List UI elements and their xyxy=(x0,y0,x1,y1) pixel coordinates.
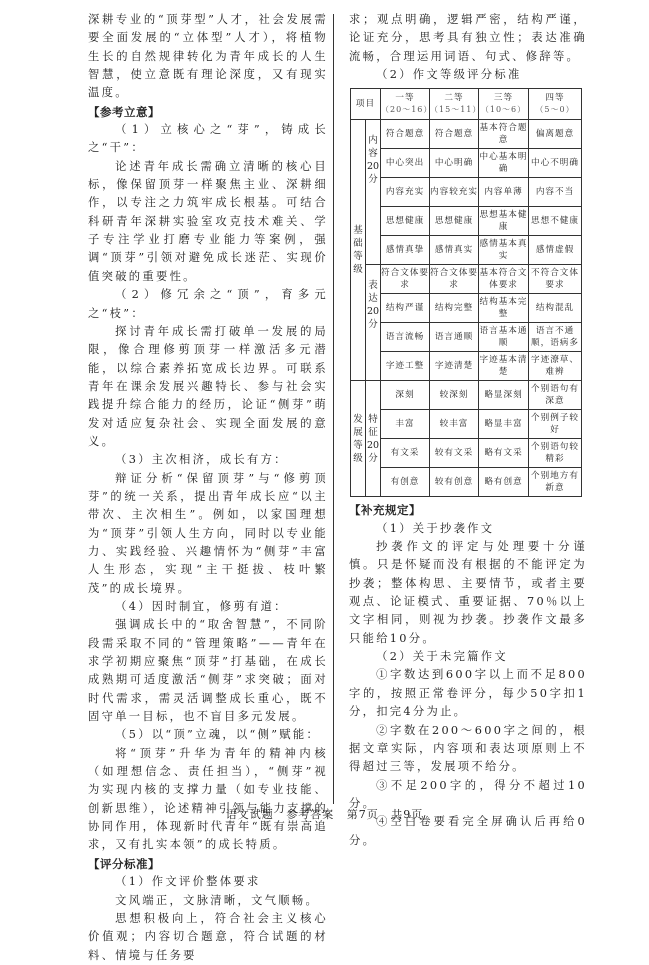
table-cell: 深刻 xyxy=(381,381,430,410)
paragraph: ①字数达到600字以上而不足800字的，按照正常卷评分，每少50字扣1分，扣完4分为止。 xyxy=(349,668,587,719)
table-cell: 结构基本完整 xyxy=(479,294,529,323)
table-cell: 结构混乱 xyxy=(529,294,582,323)
item-title: （4）因时制宜，修剪有道： xyxy=(115,600,288,613)
table-cell: 思想不健康 xyxy=(529,207,582,236)
grade-label: 三等 xyxy=(493,93,514,104)
table-row xyxy=(351,178,582,207)
section-heading-reference: 【参考立意】 xyxy=(88,104,160,119)
table-cell: 感情基本真实 xyxy=(479,236,529,265)
grade-range: （20～16） xyxy=(381,105,433,115)
column-divider xyxy=(333,14,334,804)
table-cell: 感情真挚 xyxy=(381,236,430,265)
table-cell: 语言流畅 xyxy=(381,323,430,352)
table-cell: 基本符合文体要求 xyxy=(479,265,529,294)
table-cell: 字迹清楚 xyxy=(430,352,479,381)
level-label: 基础等级 xyxy=(351,120,366,381)
item-title: （3）主次相济，成长有方： xyxy=(115,453,288,467)
grade-range: （15～11） xyxy=(430,105,482,115)
section-heading-supplement: 【补充规定】 xyxy=(349,503,421,518)
table-cell: 个别语句较精彩 xyxy=(529,439,582,468)
table-cell: 较有文采 xyxy=(430,439,479,468)
table-title: （2）作文等级评分标准 xyxy=(376,68,522,82)
grade-label: 一等 xyxy=(395,93,415,104)
table-cell: 符合题意 xyxy=(381,120,430,149)
level-label: 发展等级 xyxy=(351,381,366,497)
table-header-row xyxy=(351,89,582,120)
paragraph: 强调成长中的“取舍智慧”，不同阶段需采取不同的“管理策略”——青年在求学初期应聚焦“顶芽”打基础，在成长成熟期可适度激活“侧芽”求突破；面对时代需求，需灵活调整成长重心，既不固守单一目标，也不盲目多元发展。 xyxy=(88,618,328,724)
header-item: 项目 xyxy=(351,89,381,120)
table-row xyxy=(351,323,582,352)
table-cell: 感情真实 xyxy=(430,236,479,265)
table-cell: 中心突出 xyxy=(381,149,430,178)
item-title: （2）关于未完篇作文 xyxy=(376,650,508,664)
table-cell: 个别地方有新意 xyxy=(529,468,582,497)
section-label: 表达20分 xyxy=(366,265,381,381)
section-heading-scoring: 【评分标准】 xyxy=(88,856,160,871)
paragraph: ②字数在200～600字之间的，根据文章实际，内容项和表达项原则上不得超过三等，发展项不给分。 xyxy=(349,723,587,774)
table-row xyxy=(351,120,582,149)
item-title: （1）关于抄袭作文 xyxy=(376,521,495,535)
table-cell: 符合文体要求 xyxy=(430,265,479,294)
table-cell: 个别例子较好 xyxy=(529,410,582,439)
table-cell: 思想健康 xyxy=(381,207,430,236)
table-cell: 略显丰富 xyxy=(479,410,529,439)
table-cell: 偏离题意 xyxy=(529,120,582,149)
table-cell: 基本符合题意 xyxy=(479,120,529,149)
right-column xyxy=(349,11,587,850)
table-cell: 感情虚假 xyxy=(529,236,582,265)
item-title: （1）立核心之“芽”，铸成长之“干”： xyxy=(88,123,328,155)
table-cell: 丰富 xyxy=(381,410,430,439)
header-grade xyxy=(529,89,582,120)
table-cell: 字迹基本清楚 xyxy=(479,352,529,381)
table-row xyxy=(351,439,582,468)
table-cell: 较有创意 xyxy=(430,468,479,497)
table-row xyxy=(351,410,582,439)
header-grade xyxy=(381,89,433,120)
table-cell: 思想健康 xyxy=(430,207,479,236)
table-row xyxy=(351,381,582,410)
table-cell: 语言基本通顺 xyxy=(479,323,529,352)
table-cell: 结构严谨 xyxy=(381,294,430,323)
grade-range: （10～6） xyxy=(480,105,527,115)
table-cell: 语言不通顺，语病多 xyxy=(529,323,582,352)
grade-label: 四等 xyxy=(545,93,565,104)
table-cell: 略显深刻 xyxy=(479,381,529,410)
table-cell: 字迹潦草、难辨 xyxy=(529,352,582,381)
table-cell: 内容充实 xyxy=(381,178,430,207)
table-cell: 略有文采 xyxy=(479,439,529,468)
header-grade xyxy=(430,89,482,120)
table-row xyxy=(351,236,582,265)
paragraph: 辩证分析“保留顶芽”与“修剪顶芽”的统一关系，提出青年成长应“以主带次、主次相生”。例如，以家国理想为“顶芽”引领人生方向，同时以专业能力、实践经验、兴趣情怀为“侧芽”丰富人生形态，实现“主干挺拔、枝叶繁茂”的成长境界。 xyxy=(88,471,328,595)
section-label: 内容20分 xyxy=(366,120,381,265)
table-row xyxy=(351,265,582,294)
table-cell: 内容较充实 xyxy=(430,178,479,207)
paragraph: 求；观点明确，逻辑严密，结构严谨，论证充分，思考具有独立性；表达准确流畅，合理运用词语、句式、修辞等。 xyxy=(349,13,587,63)
intro-paragraph: 深耕专业的“顶芽型”人才，社会发展需要全面发展的“立体型”人才），将植物生长的自然规律转化为青年成长的人生智慧，使立意既有理论深度，又有现实温度。 xyxy=(88,13,328,100)
item-title: （2）修冗余之“顶”，育多元之“枝”： xyxy=(88,288,328,320)
item-title: （1）作文评价整体要求 xyxy=(115,875,261,889)
table-row xyxy=(351,207,582,236)
paragraph: 抄袭作文的评定与处理要十分谨慎。只是怀疑而没有根据的不能评定为抄袭；整体构思、主要情节，或者主要观点、论证模式、重要证据、70％以上文字相同，则视为抄袭。抄袭作文最多只能给10分。 xyxy=(349,540,587,645)
table-cell: 较深刻 xyxy=(430,381,479,410)
table-row xyxy=(351,149,582,178)
table-cell: 内容单薄 xyxy=(479,178,529,207)
paragraph: 论述青年成长需确立清晰的核心目标，像保留顶芽一样聚焦主业、深耕细作，以专注之力筑牢成长根基。可结合科研青年深耕实验室攻克技术难关、学子专注学业打磨专业能力等案例，强调“顶芽”引领对避免成长迷茫、实现价值突破的重要性。 xyxy=(88,159,328,283)
table-cell: 有创意 xyxy=(381,468,430,497)
table-cell: 语言通顺 xyxy=(430,323,479,352)
item-title: （5）以“顶”立魂，以“侧”赋能： xyxy=(115,728,321,742)
page-footer: 语文试题 参考答案 第7页 共9页 xyxy=(225,808,424,821)
table-cell: 较丰富 xyxy=(430,410,479,439)
paragraph: ③不足200字的，得分不超过10分。 xyxy=(349,778,587,810)
paragraph: ④空白卷要看完全屏确认后再给0分。 xyxy=(349,815,587,847)
grade-label: 二等 xyxy=(444,93,464,104)
paragraph: 文风端正，文脉清晰，文气顺畅。 xyxy=(115,893,320,907)
table-cell: 字迹工整 xyxy=(381,352,430,381)
table-cell: 中心明确 xyxy=(430,149,479,178)
paragraph: 探讨青年成长需打破单一发展的局限，像合理修剪顶芽一样激活多元潜能，以综合素养拓宽成长边界。可联系青年在课余发展兴趣特长、参与社会实践提升综合能力的经历，论证“侧芽”萌发对适应复杂社会、实现全面发展的意义。 xyxy=(88,324,328,448)
grade-range: （5～0） xyxy=(535,105,575,115)
table-cell: 结构完整 xyxy=(430,294,479,323)
table-cell: 不符合文体要求 xyxy=(529,265,582,294)
table-cell: 中心基本明确 xyxy=(479,149,529,178)
table-cell: 内容不当 xyxy=(529,178,582,207)
table-cell: 思想基本健康 xyxy=(479,207,529,236)
paragraph: 思想积极向上，符合社会主义核心价值观；内容切合题意，符合试题的材料、情境与任务要 xyxy=(88,911,328,962)
paragraph: 将“顶芽”升华为青年的精神内核（如理想信念、责任担当），“侧芽”视为实现内核的支撑力量（如专业技能、创新思维），论述精神引领与能力支撑的协同作用，体现新时代青年“既有崇高追求，又有扎实本领”的成长特质。 xyxy=(88,746,328,852)
table-cell: 有文采 xyxy=(381,439,430,468)
header-grade xyxy=(479,89,529,120)
table-cell: 符合文体要求 xyxy=(381,265,430,294)
table-cell: 中心不明确 xyxy=(529,149,582,178)
table-cell: 个别语句有深意 xyxy=(529,381,582,410)
section-label: 特征20分 xyxy=(366,381,381,497)
grading-table xyxy=(350,88,582,497)
table-row xyxy=(351,352,582,381)
table-row xyxy=(351,468,582,497)
table-cell: 略有创意 xyxy=(479,468,529,497)
table-cell: 符合题意 xyxy=(430,120,479,149)
table-row xyxy=(351,294,582,323)
